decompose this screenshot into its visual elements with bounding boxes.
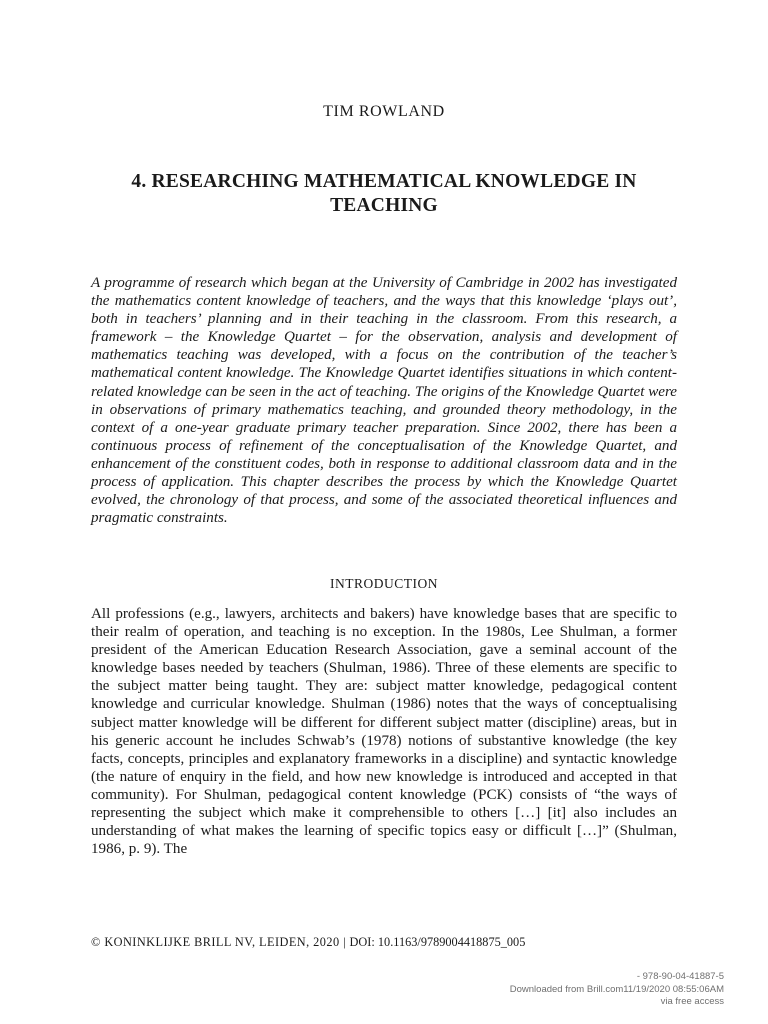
- section-heading-introduction: INTRODUCTION: [330, 576, 438, 591]
- chapter-author: TIM ROWLAND: [323, 103, 445, 120]
- downloaded-line: Downloaded from Brill.com11/19/2020 08:55:06AM: [509, 983, 724, 995]
- download-watermark: [324, 971, 724, 1009]
- chapter-title: 4. RESEARCHING MATHEMATICAL KNOWLEDGE IN TEACHING: [131, 171, 637, 216]
- chapter-abstract: A programme of research which began at the University of Cambridge in 2002 has investigated the mathematics content knowledge of teachers, and the ways that this knowledge ‘plays out’, both in teachers’ planning and in their teaching in the classroom. From this research, a framework – the Knowledge Quartet – for the observation, analysis and development of mathematics teaching was developed, with a focus on the contribution of the teacher’s mathematical content knowledge. The Knowledge Quartet identifies situations in which content-related knowledge can be seen in the act of teaching. The origins of the Knowledge Quartet were in observations of primary mathematics teaching, and grounded theory methodology, in the context of a one-year graduate primary teacher preparation. Since 2002, there has been a continuous process of refinement of the conceptualisation of the Knowledge Quartet, and enhancement of the constituent codes, both in response to additional classroom data and in the process of application. This chapter describes the process by which the Knowledge Quartet evolved, the chronology of that process, and some of the associated theoretical influences and pragmatic constraints.: [91, 275, 677, 527]
- footer-copyright: [91, 935, 691, 950]
- access-line: via free access: [660, 996, 724, 1007]
- copyright-notice: © KONINKLIJKE BRILL NV, LEIDEN, 2020 |: [91, 935, 347, 949]
- body-paragraph: All professions (e.g., lawyers, architects and bakers) have knowledge bases that are specific to their realm of operation, and teaching is no exception. In the 1980s, Lee Shulman, a former president of the American Education Research Association, gave a seminal account of the knowledge bases needed by teachers (Shulman, 1986). Three of these elements are specific to the subject matter being taught. They are: subject matter knowledge, pedagogical content knowledge and curricular knowledge. Shulman (1986) notes that the ways of conceptualising subject matter knowledge will be different for different subject matter (discipline) areas, but in his generic account he includes Schwab’s (1978) notions of substantive knowledge (the key facts, concepts, principles and explanatory frameworks in a discipline) and syntactic knowledge (the nature of enquiry in the field, and how new knowledge is introduced and accepted in that community). For Shulman, pedagogical content knowledge (PCK) consists of “the ways of representing the subject which make it comprehensible to others […] [it] also includes an understanding of what makes the learning of specific topics easy or difficult […]” (Shulman, 1986, p. 9). The: [91, 606, 677, 858]
- isbn-line: - 978-90-04-41887-5: [636, 971, 724, 982]
- doi-link[interactable]: DOI: 10.1163/9789004418875_005: [349, 935, 526, 949]
